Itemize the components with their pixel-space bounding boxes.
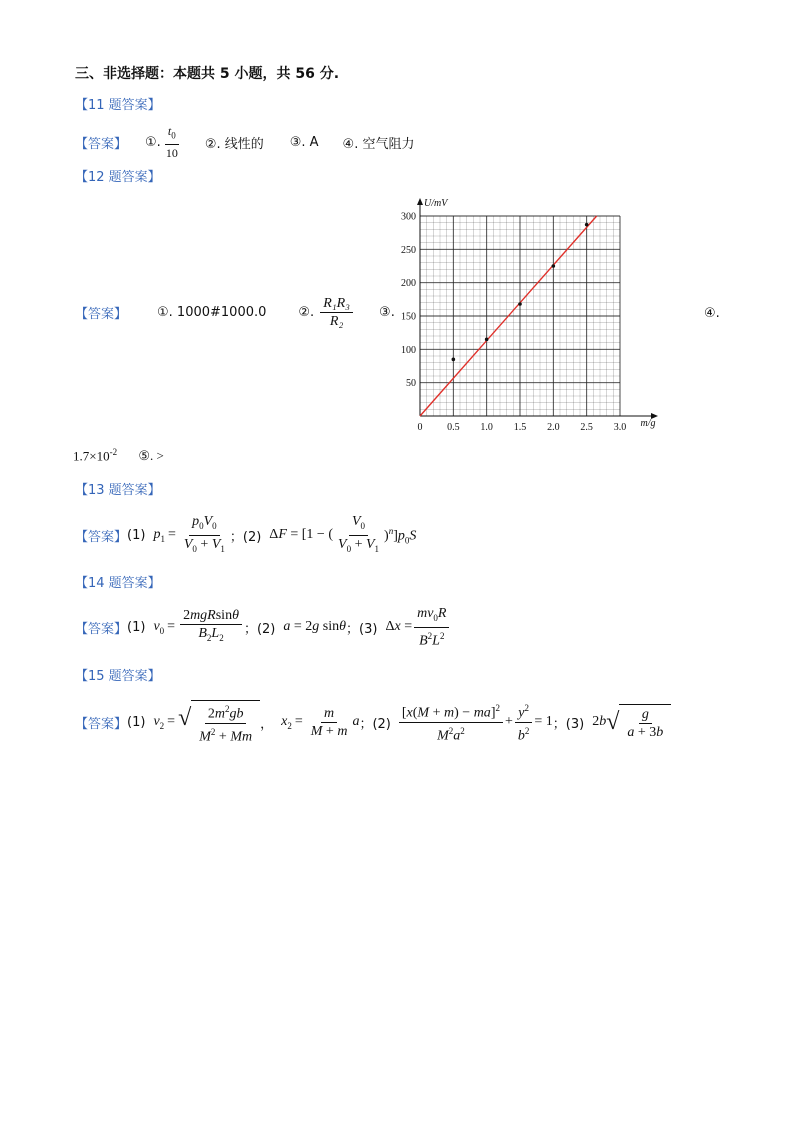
q11-item-1: ①.	[145, 135, 161, 151]
x-tick-label: 2.5	[580, 422, 593, 433]
q11-item-2: ②. 线性的	[204, 137, 264, 153]
q13-answer: 【答案】 (1) $p_1$ = $\frac{p_0V_0}{V_0 + V_1}$ ；(2) ΔF = [1 − ( $\frac{V_0}{V_0 + V_1}$ )$^n]p_0S$	[75, 514, 416, 557]
q15-part-1: (1)	[127, 714, 146, 730]
y-axis-arrow	[417, 198, 423, 205]
q13-part-2: ；(2)	[229, 529, 262, 545]
answer-label: 【答案】	[75, 716, 128, 732]
q15-part-3: ；(3)	[552, 716, 585, 732]
data-point	[518, 302, 522, 306]
q14-heading: 【14 题答案】	[75, 576, 161, 591]
q11-item-3: ③. A	[289, 135, 319, 151]
answer-label: 【答案】	[75, 529, 128, 545]
q15-formula-3: $\frac{[x(M + m) - ma]^2}{M^2a^2}$	[399, 701, 503, 743]
x-tick-label: 2.0	[547, 422, 560, 433]
q13-formula-1: $\frac{p_0V_0}{V_0 + V_1}$	[183, 514, 225, 554]
y-axis-label: U/mV	[424, 198, 448, 209]
q15-formula-4: √ $\frac{g}{a + 3b}$	[606, 704, 671, 740]
x-axis-label: m/g	[640, 418, 656, 429]
answer-label: 【答案】	[75, 621, 128, 637]
x-tick-label: 0.5	[447, 422, 460, 433]
y-tick-label: 200	[401, 278, 416, 290]
q12-fraction: $\frac{\text{R₁R₃}}{\text{R₂}}$	[320, 296, 353, 329]
q12-heading: 【12 题答案】	[75, 170, 161, 185]
x-tick-label: 1.0	[480, 422, 493, 433]
q15-answer: 【答案】 (1) $v_2$ = √ $\frac{2m^2gb}{M^2 + Mm}$ ， $x_2$ = $\frac{m}{M + m}$ a ；(2) $\frac{[x(M + m) - ma]^2}{M^2a^2}$ + $\frac{y^2}{b^2}$ = 1 ；(3) 2b √ $\frac{g}{a + 3b}$	[75, 700, 671, 744]
x-tick-label: 1.5	[513, 422, 527, 433]
q12-item-1: ①. 1000#1000.0	[157, 305, 267, 320]
q12-item-4: ④.	[704, 306, 720, 321]
q13-formula-2: $\frac{V_0}{V_0 + V_1}$	[338, 514, 380, 554]
answer-label: 【答案】	[75, 137, 128, 153]
q15-formula-1: √ $\frac{2m^2gb}{M^2 + Mm}$	[178, 700, 260, 744]
x-tick-label: 3.0	[613, 422, 627, 433]
q11-item-4: ④. 空气阻力	[342, 137, 415, 153]
voltage-mass-chart	[395, 192, 665, 437]
q11-heading: 【11 题答案】	[75, 98, 161, 113]
q13-heading: 【13 题答案】	[75, 483, 161, 498]
y-tick-label: 250	[401, 244, 416, 256]
q15-heading: 【15 题答案】	[75, 669, 161, 684]
x-tick-label: 0	[417, 422, 423, 433]
q12-item-3: ③.	[379, 305, 395, 320]
q12-item-2: ②.	[298, 305, 315, 320]
q15-formula-2: $\frac{m}{M + m}$	[310, 705, 348, 739]
data-point	[452, 358, 456, 362]
q15-part-2: ；(2)	[359, 716, 391, 732]
y-tick-label: 100	[401, 344, 416, 356]
q11-answer	[75, 124, 414, 161]
y-tick-label: 300	[401, 211, 416, 223]
answer-label: 【答案】	[75, 307, 128, 322]
q14-formula-3: $\frac{mv_0R}{B^2L^2}$	[414, 606, 449, 648]
data-point	[485, 338, 489, 342]
q14-part-1: (1)	[127, 619, 146, 635]
q14-answer: 【答案】 (1) $v_0$ = $\frac{\text{2mgRsinθ}}{B_2L_2}$ ；(2) a = 2g sinθ ；(3) Δx = $\frac{mv_0R}{B^2L^2}$	[75, 606, 451, 648]
y-tick-label: 150	[401, 311, 416, 323]
q12-answer	[75, 296, 395, 329]
data-point	[585, 223, 589, 227]
q13-part-1: (1)	[127, 527, 146, 543]
q14-part-2: ；(2)	[243, 621, 276, 637]
section-title: 三、非选择题：本题共 5 小题，共 56 分.	[75, 66, 340, 82]
data-point	[552, 264, 556, 268]
q14-part-3: ；(3)	[346, 621, 378, 637]
q14-formula-2: a = 2g sinθ	[283, 619, 347, 635]
y-tick-label: 50	[406, 378, 416, 390]
q12-item-5: ⑤. >	[138, 448, 164, 464]
q12-continuation: $1.7\times 10^{-2}$ ⑤. >	[73, 447, 164, 464]
q11-fraction: $\frac{t_0}{10}$	[165, 124, 178, 161]
q14-formula-1: $\frac{\text{2mgRsinθ}}{B_2L_2}$	[180, 608, 242, 646]
